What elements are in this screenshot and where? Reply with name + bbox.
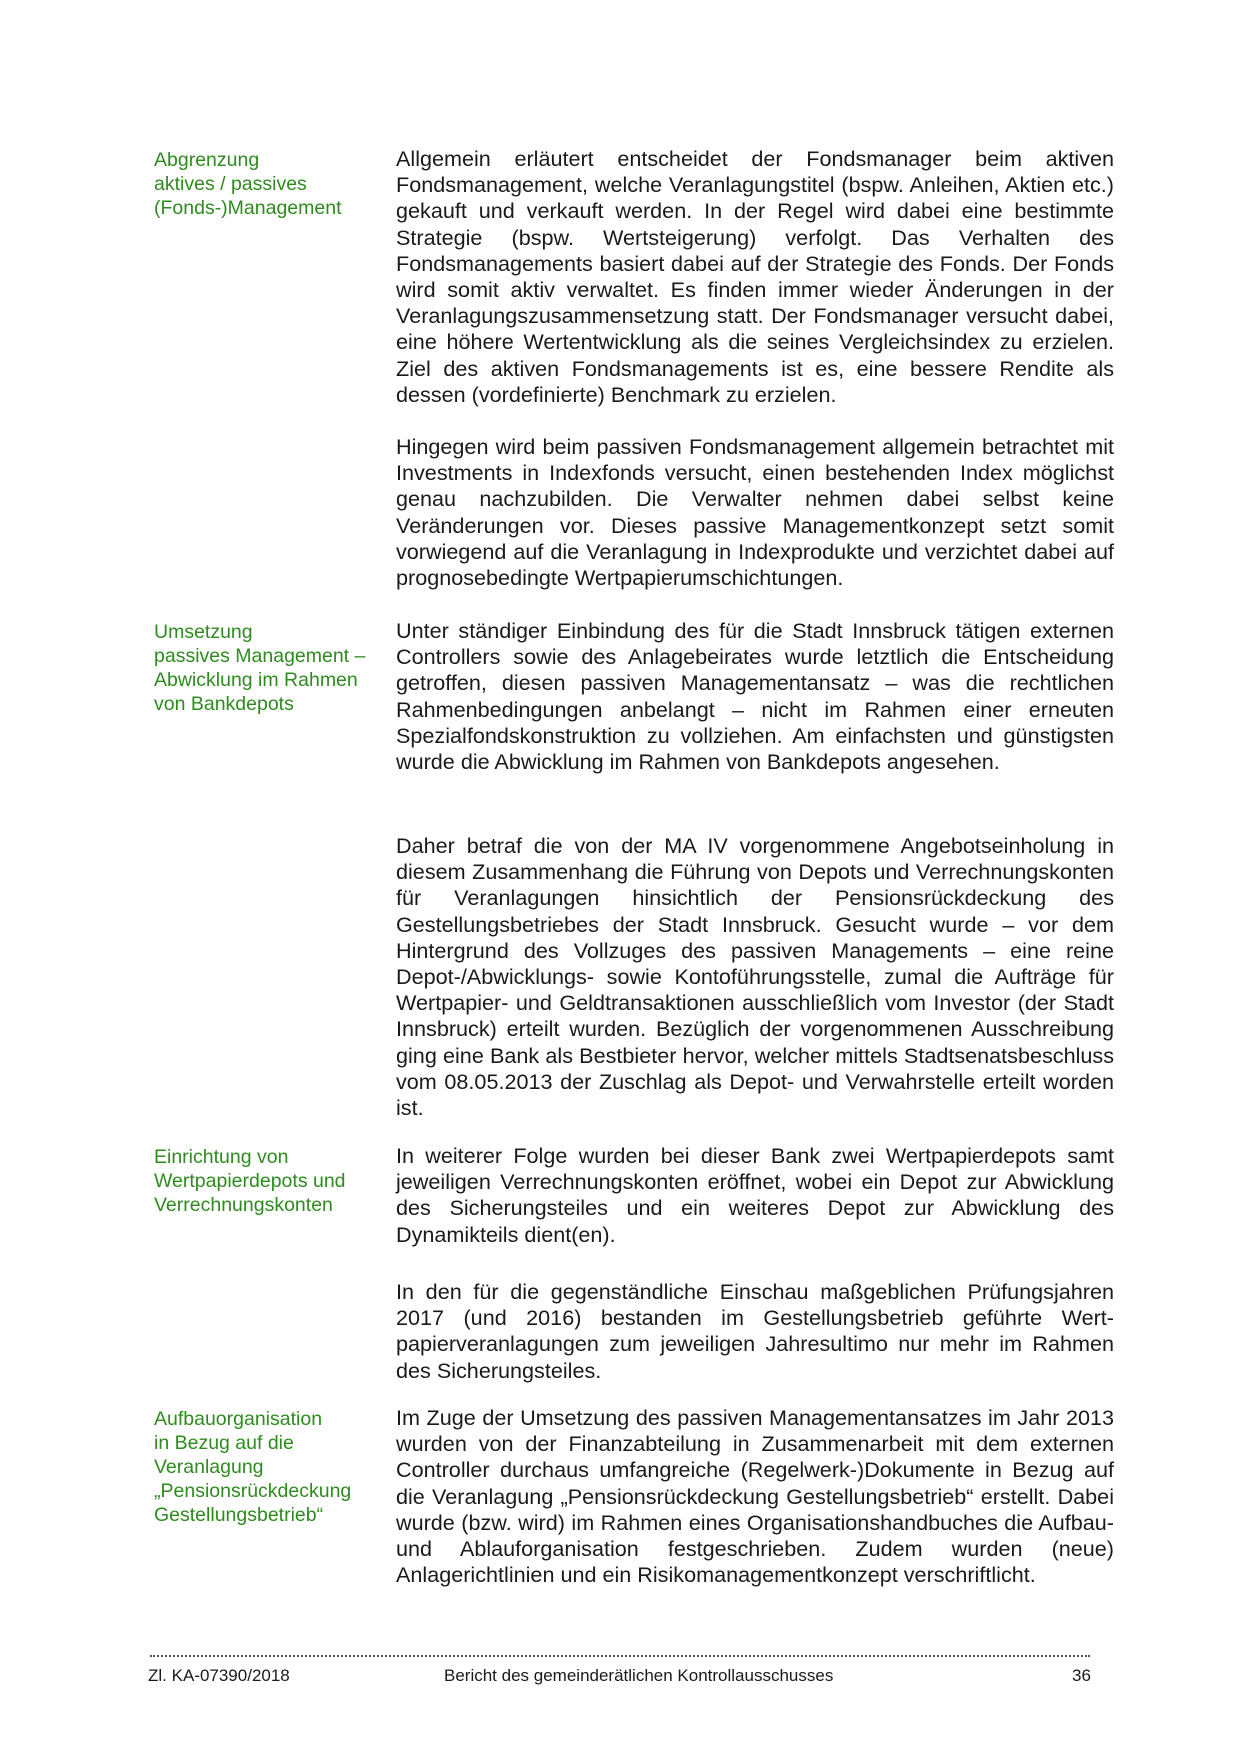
- margin-note: [154, 620, 379, 716]
- footer-reference: Zl. KA-07390/2018: [148, 1666, 290, 1685]
- margin-note-line: Gestellungsbetrieb“: [154, 1504, 324, 1526]
- page-number: 36: [1072, 1666, 1091, 1685]
- margin-note-line: Einrichtung von: [154, 1146, 289, 1168]
- footer-divider: [150, 1655, 1090, 1657]
- margin-note-line: passives Management –: [154, 645, 366, 667]
- margin-note-line: aktives / passives: [154, 173, 307, 195]
- margin-note-line: Abwicklung im Rahmen: [154, 669, 358, 691]
- margin-note-line: (Fonds-)Management: [154, 197, 342, 219]
- margin-note-line: Verrechnungskonten: [154, 1194, 333, 1216]
- paragraph: Im Zuge der Umsetzung des passiven Managementansatzes im Jahr 2013 wurden von der Finanzabteilung in Zusammenarbeit mit dem externen Controller durchaus umfangreiche (Regelwerk-)Dokumente in Bezug auf die Veranlagung „Pensionsrückdeckung Gestellungsbetrieb“ erstellt. Dabei wurde (bzw. wird) im Rahmen eines Organisationshandbuches die Aufbau- und Ablauforganisation festgeschrieben. Zudem wurden (neue) Anlagerichtlinien und ein Risikomanagementkonzept verschriftlicht.: [396, 1405, 1114, 1588]
- margin-note: [154, 1145, 379, 1217]
- margin-note-line: Umsetzung: [154, 621, 253, 643]
- margin-note-line: Wertpapierdepots und: [154, 1170, 346, 1192]
- footer-title: Bericht des gemeinderätlichen Kontrollausschusses: [444, 1666, 834, 1685]
- paragraph: In den für die gegenständliche Einschau maßgeblichen Prüfungsjahren 2017 (und 2016) bestanden im Gestellungsbetrieb geführte Wertpapierveranlagungen zum jeweiligen Jahresultimo nur mehr im Rahmen des Sicherungsteiles.: [396, 1279, 1114, 1383]
- margin-note-line: Abgrenzung: [154, 149, 260, 171]
- margin-note-line: Aufbauorganisation: [154, 1408, 323, 1430]
- margin-note-line: „Pensionsrückdeckung: [154, 1480, 352, 1502]
- paragraph: Unter ständiger Einbindung des für die Stadt Innsbruck tätigen externen Controllers sowie des Anlagebeirates wurde letztlich die Entscheidung getroffen, diesen passiven Managementansatz – was die rechtlichen Rahmenbedingungen anbelangt – nicht im Rahmen einer erneuten Spezialfondskonstruktion zu vollziehen. Am einfachsten und günstigsten wurde die Abwicklung im Rahmen von Bankdepots angesehen.: [396, 618, 1114, 775]
- paragraph: Daher betraf die von der MA IV vorgenommene Angebotseinholung in diesem Zusammenhang die Führung von Depots und Verrechnungskonten für Veranlagungen hinsichtlich der Pensionsrückdeckung des Gestellungsbetriebes der Stadt Innsbruck. Gesucht wurde – vor dem Hintergrund des Vollzuges des passiven Managements – eine reine Depot-/Abwicklungs- sowie Kontoführungsstelle, zumal die Aufträge für Wertpapier- und Geldtransaktionen ausschließlich vom Investor (der Stadt Innsbruck) erteilt wurden. Bezüglich der vorgenommenen Ausschreibung ging eine Bank als Bestbieter hervor, welcher mittels Stadtsenatsbeschluss vom 08.05.2013 der Zuschlag als Depot- und Verwahrstelle erteilt worden ist.: [396, 833, 1114, 1121]
- paragraph: Allgemein erläutert entscheidet der Fondsmanager beim aktiven Fondsmanagement, welche Veranlagungstitel (bspw. Anleihen, Aktien etc.) gekauft und verkauft werden. In der Regel wird dabei eine bestimmte Strategie (bspw. Wertsteigerung) verfolgt. Das Verhalten des Fondsmanagements basiert dabei auf der Strategie des Fonds. Der Fonds wird somit aktiv verwaltet. Es finden immer wieder Änderungen in der Veranlagungszusammensetzung statt. Der Fondsmanager versucht dabei, eine höhere Wertentwicklung als die seines Vergleichsindex zu erzielen. Ziel des aktiven Fondsmanagements ist es, eine bessere Rendite als dessen (vordefinierte) Benchmark zu erzielen.: [396, 146, 1114, 407]
- paragraph: In weiterer Folge wurden bei dieser Bank zwei Wertpapierdepots samt jeweiligen Verrechnungskonten eröffnet, wobei ein Depot zur Abwicklung des Sicherungsteiles und ein weiteres Depot zur Abwicklung des Dynamikteils dient(en).: [396, 1143, 1114, 1247]
- paragraph: Hingegen wird beim passiven Fondsmanagement allgemein betrachtet mit Investments in Indexfonds versucht, einen bestehenden Index möglichst genau nachzubilden. Die Verwalter nehmen dabei selbst keine Veränderungen vor. Dieses passive Managementkonzept setzt somit vorwiegend auf die Veranlagung in Indexprodukte und verzichtet dabei auf prognosebedingte Wertpapierumschichtungen.: [396, 434, 1114, 591]
- margin-note-line: von Bankdepots: [154, 693, 294, 715]
- margin-note-line: Veranlagung: [154, 1456, 264, 1478]
- margin-note: [154, 1407, 379, 1527]
- margin-note: [154, 148, 379, 220]
- margin-note-line: in Bezug auf die: [154, 1432, 294, 1454]
